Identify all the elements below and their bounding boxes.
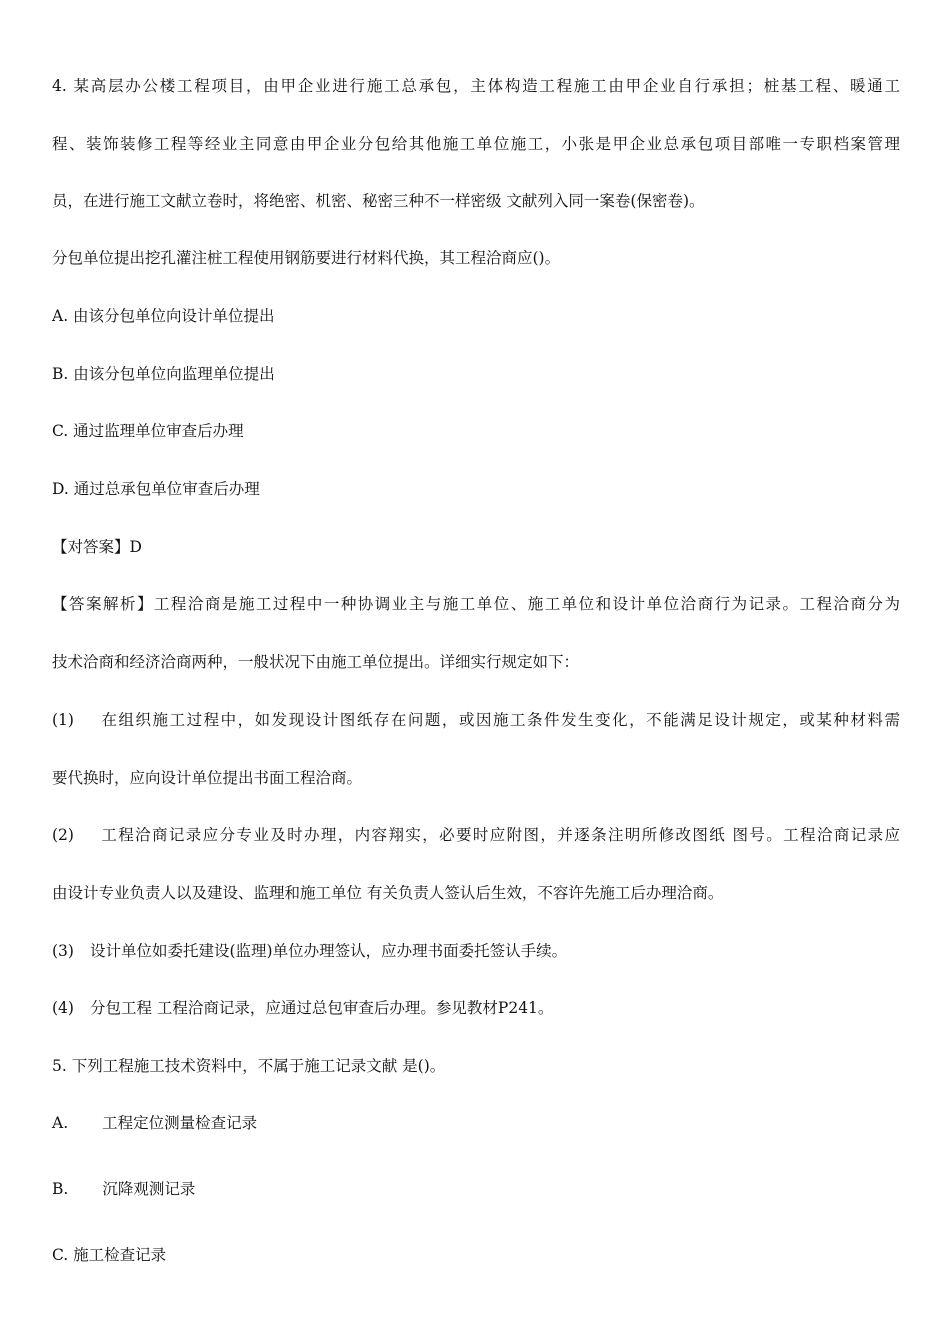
question-4-option-b: B. 由该分包单位向监理单位提出	[52, 365, 275, 383]
point-3-number: (3)	[52, 942, 74, 960]
explanation-point-1-line-2: 要代换时，应向设计单位提出书面工程洽商。	[52, 769, 363, 787]
option-a-label: A.	[52, 1114, 69, 1132]
explanation-line-1: 【答案解析】工程洽商是施工过程中一种协调业主与施工单位、施工单位和设计单位洽商行为记录。工程洽商分为	[52, 595, 900, 613]
point-1-number: (1)	[52, 711, 74, 729]
option-a-text: 工程定位测量检查记录	[102, 1114, 258, 1132]
question-4-line-2: 程、装饰装修工程等经业主同意由甲企业分包给其他施工单位施工，小张是甲企业总承包项目部唯一专职档案管理	[52, 135, 900, 153]
point-4-text: 分包工程 工程洽商记录，应通过总包审查后办理。参见教材P241。	[89, 999, 554, 1017]
question-4-option-d: D. 通过总承包单位审查后办理	[52, 480, 260, 498]
question-4-answer: 【对答案】D	[52, 538, 142, 556]
option-b-label: B.	[52, 1180, 69, 1198]
explanation-point-3	[52, 941, 567, 961]
question-5-option-c: C. 施工检查记录	[52, 1246, 167, 1264]
explanation-point-2-line-2: 由设计专业负责人以及建设、监理和施工单位 有关负责人签认后生效，不容许先施工后办理洽商。	[52, 884, 724, 902]
point-4-number: (4)	[52, 999, 74, 1017]
question-4-option-c: C. 通过监理单位审查后办理	[52, 422, 244, 440]
question-4-line-1: 4. 某高层办公楼工程项目，由甲企业进行施工总承包，主体构造工程施工由甲企业自行承担；桩基工程、暖通工	[52, 77, 900, 95]
point-2-text: 工程洽商记录应分专业及时办理，内容翔实，必要时应附图，并逐条注明所修改图纸 图号。工程洽商记录应	[99, 826, 900, 844]
question-5-option-b	[52, 1179, 195, 1199]
question-5-option-a	[52, 1113, 257, 1133]
explanation-point-1-line-1	[52, 710, 900, 730]
explanation-line-2: 技术洽商和经济洽商两种，一般状况下由施工单位提出。详细实行规定如下：	[52, 653, 580, 671]
question-5-stem: 5. 下列工程施工技术资料中，不属于施工记录文献 是()。	[52, 1057, 446, 1075]
question-4-stem: 分包单位提出挖孔灌注桩工程使用钢筋要进行材料代换，其工程洽商应()。	[52, 249, 561, 267]
explanation-point-2-line-1	[52, 825, 900, 845]
option-b-text: 沉降观测记录	[102, 1180, 196, 1198]
point-2-number: (2)	[52, 826, 74, 844]
question-4-option-a: A. 由该分包单位向设计单位提出	[52, 307, 275, 325]
point-1-text: 在组织施工过程中，如发现设计图纸存在问题，或因施工条件发生变化，不能满足设计规定，或某种材料需	[99, 711, 900, 729]
point-3-text: 设计单位如委托建设(监理)单位办理签认，应办理书面委托签认手续。	[89, 942, 568, 960]
explanation-point-4	[52, 998, 553, 1018]
question-4-line-3: 员，在进行施工文献立卷时，将绝密、机密、秘密三种不一样密级 文献列入同一案卷(保密卷)。	[52, 192, 705, 210]
